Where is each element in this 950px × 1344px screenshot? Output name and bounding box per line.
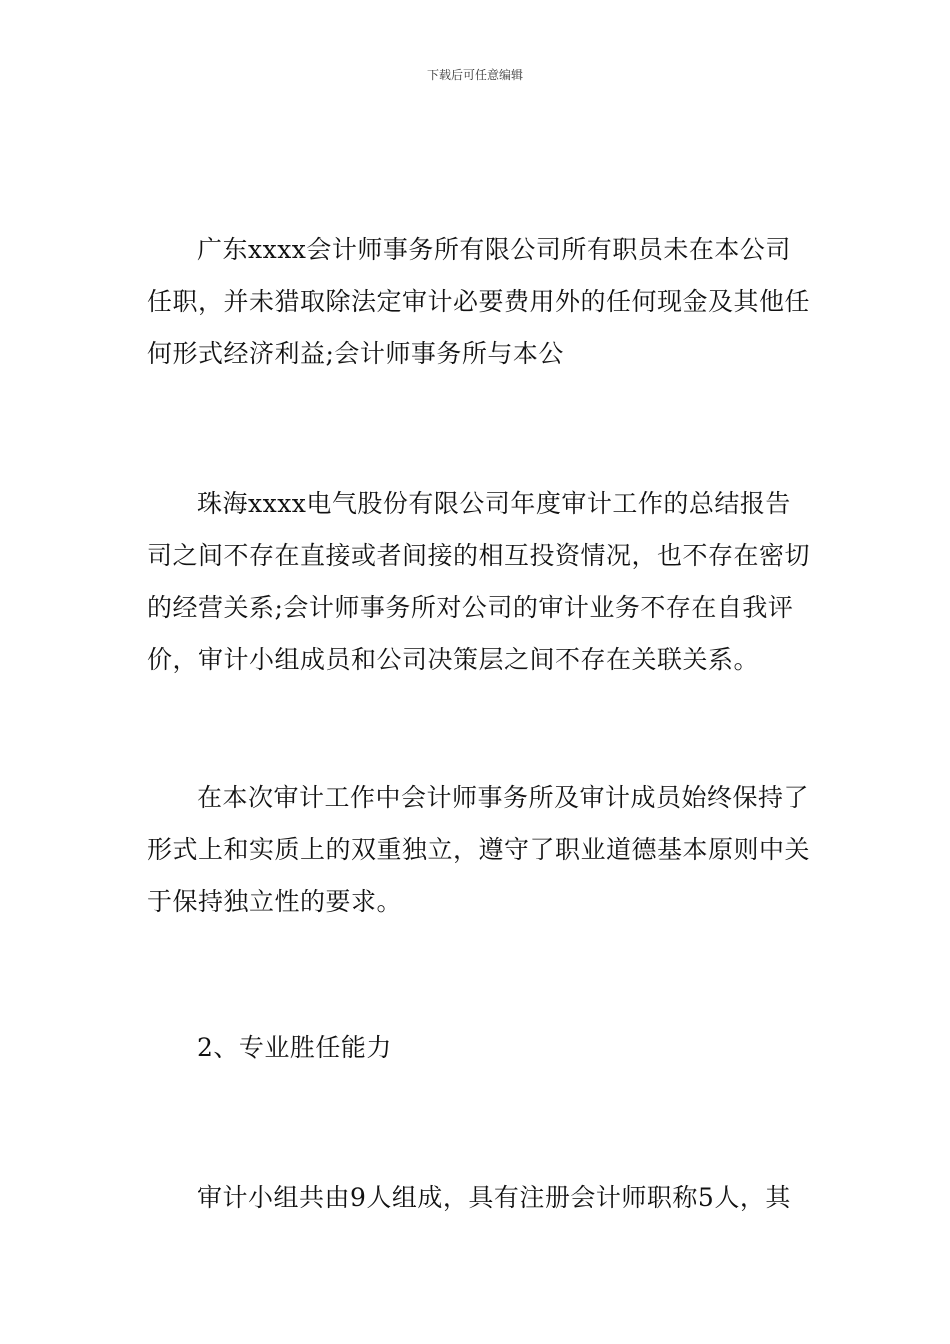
paragraph-independence-summary: 在本次审计工作中会计师事务所及审计成员始终保持了形式上和实质上的双重独立，遵守了职业道德基本原则中关于保持独立性的要求。 xyxy=(147,783,811,916)
section-heading-competence: 2、专业胜任能力 xyxy=(197,1033,392,1062)
page-header: 下载后可任意编辑 xyxy=(426,68,523,82)
paragraph-independence-staff: 广东xxxx会计师事务所有限公司所有职员未在本公司任职，并未猎取除法定审计必要费用外的任何现金及其他任何形式经济利益;会计师事务所与本公 xyxy=(147,235,811,368)
paragraph-team-composition: 审计小组共由9人组成，具有注册会计师职称5人，其 xyxy=(197,1183,791,1212)
paragraph-independence-relations: 珠海xxxx电气股份有限公司年度审计工作的总结报告司之间不存在直接或者间接的相互投资情况，也不存在密切的经营关系;会计师事务所对公司的审计业务不存在自我评价，审计小组成员和公司决策层之间不存在关联关系。 xyxy=(147,489,811,674)
